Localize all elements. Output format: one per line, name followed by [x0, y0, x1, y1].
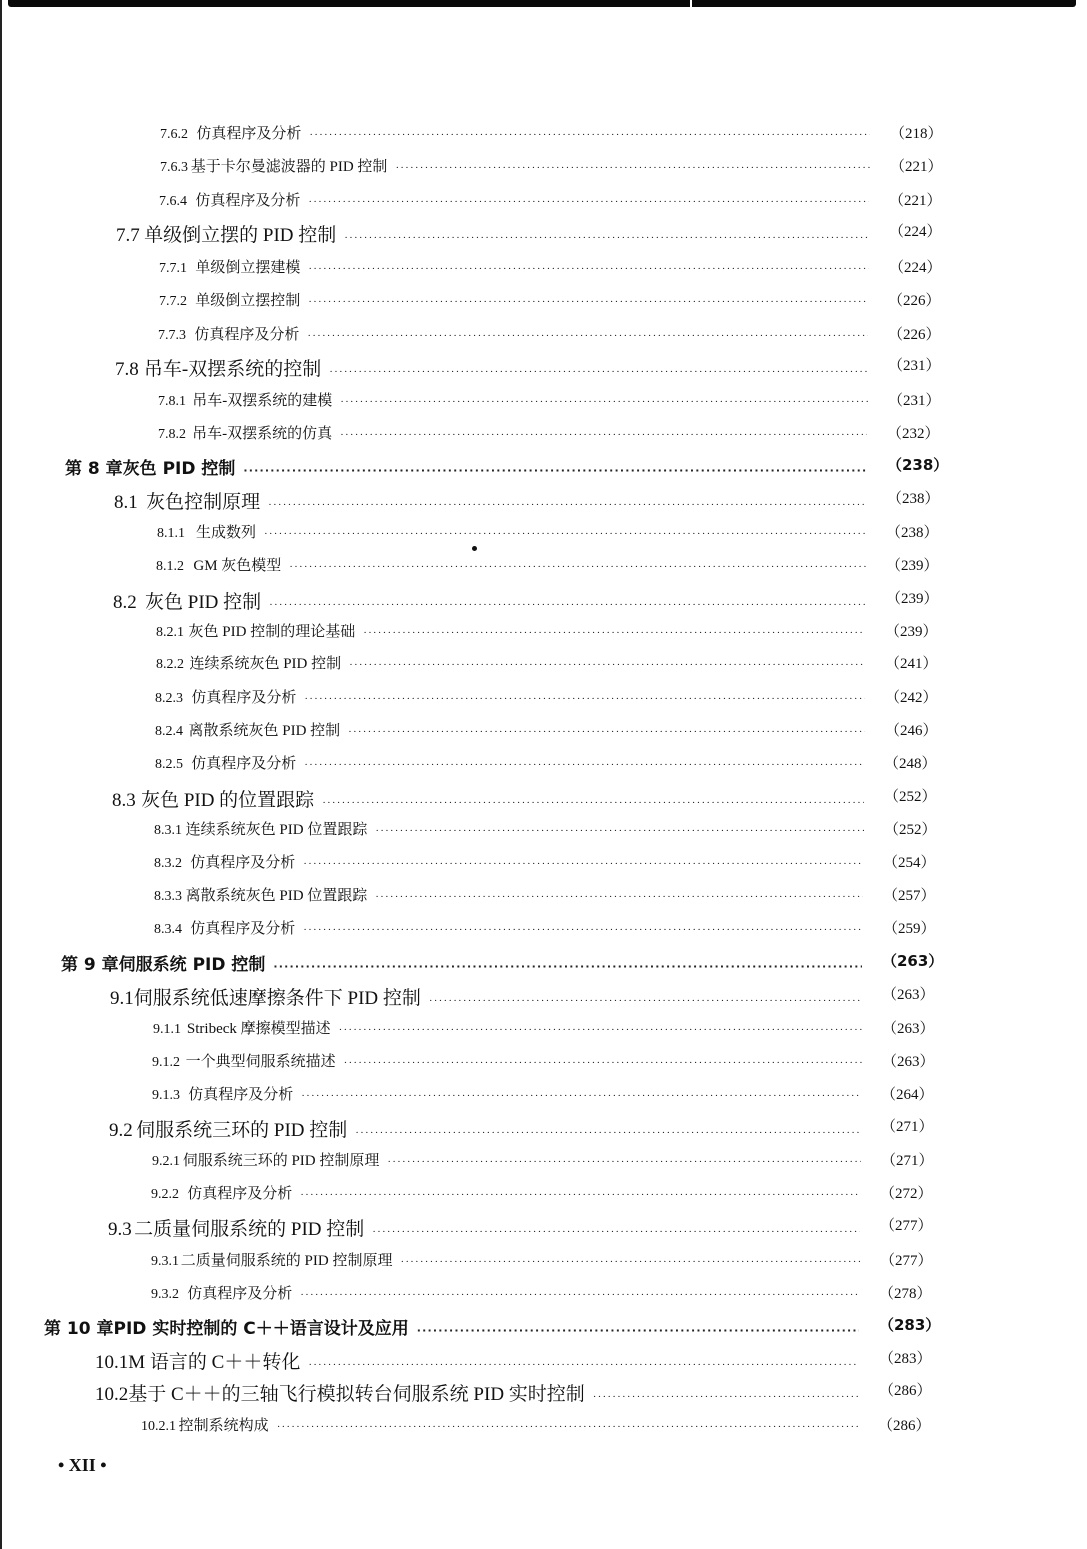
toc-entry-page: （271）	[881, 1153, 934, 1169]
dot-leader	[277, 1421, 858, 1433]
toc-entry-number: 9.1	[110, 988, 134, 1009]
toc-entry-title: 二质量伺服系统的 PID 控制	[134, 1219, 365, 1240]
toc-entry-number: 9.1.1	[153, 1022, 181, 1037]
dot-leader	[264, 528, 866, 540]
toc-entry-sub[interactable]	[159, 256, 942, 277]
toc-entry-number: 8.1	[114, 492, 138, 513]
toc-entry-title: 仿真程序及分析	[188, 1087, 294, 1103]
dot-leader	[308, 263, 869, 275]
dot-leader	[417, 1324, 859, 1337]
page-number: • XII •	[58, 1455, 107, 1475]
toc-entry-sub[interactable]	[151, 1249, 933, 1270]
toc-entry-title: 伺服系统低速摩擦条件下 PID 控制	[133, 988, 421, 1009]
toc-entry-page: （283）	[879, 1316, 941, 1334]
toc-entry-title: 单级倒立摆的 PID 控制	[144, 225, 337, 246]
dot-leader	[308, 1359, 859, 1371]
toc-entry-sub[interactable]	[158, 323, 941, 344]
toc-entry-number: 7.7	[116, 225, 140, 246]
toc-entry-page: （278）	[879, 1286, 932, 1302]
toc-entry-sub[interactable]	[152, 1083, 934, 1104]
dot-leader	[355, 1127, 861, 1139]
dot-leader	[300, 1189, 860, 1201]
toc-entry-title: 二质量伺服系统的 PID 控制原理	[180, 1253, 393, 1269]
dot-leader	[289, 561, 866, 573]
dot-leader	[340, 429, 867, 441]
toc-entry-title: 伺服系统三环的 PID 控制原理	[182, 1153, 380, 1169]
toc-entry-section[interactable]	[116, 220, 942, 247]
toc-entry-number: 8.2.3	[155, 691, 183, 706]
toc-entry-sub[interactable]	[154, 818, 937, 839]
toc-entry-page: （224）	[889, 260, 942, 276]
dot-leader	[349, 659, 865, 671]
toc-entry-page: （254）	[883, 855, 936, 871]
dot-leader	[300, 1289, 859, 1301]
toc-entry-page: （221）	[889, 193, 942, 209]
dot-leader	[303, 924, 863, 936]
dot-leader	[304, 693, 865, 705]
toc-entry-sub[interactable]	[152, 1149, 934, 1170]
scan-top-border-gap	[690, 0, 692, 8]
toc-entry-chapter[interactable]	[65, 454, 949, 479]
toc-entry-title: 离散系统灰色 PID 位置跟踪	[185, 888, 368, 904]
dot-leader	[348, 726, 865, 738]
toc-entry-page: （263）	[882, 952, 944, 970]
toc-entry-page: （286）	[879, 1383, 932, 1399]
toc-entry-page: （239）	[886, 558, 939, 574]
toc-entry-page: （283）	[879, 1351, 932, 1367]
dot-leader	[308, 296, 868, 308]
toc-entry-sub[interactable]	[156, 652, 938, 673]
toc-entry-page: （263）	[882, 1054, 935, 1070]
dot-leader	[301, 1090, 861, 1102]
toc-entry-title: 连续系统灰色 PID 位置跟踪	[185, 822, 368, 838]
toc-entry-chapter[interactable]	[44, 1314, 941, 1339]
toc-entry-title: 吊车-双摆系统的仿真	[192, 426, 333, 442]
toc-entry-number: 第 9 章	[61, 955, 119, 975]
toc-entry-sub[interactable]	[156, 620, 938, 641]
toc-entry-sub[interactable]	[154, 917, 936, 938]
toc-entry-title: 仿真程序及分析	[191, 756, 297, 772]
dot-leader	[344, 232, 869, 244]
toc-entry-number: 第 10 章	[44, 1319, 114, 1339]
toc-entry-sub[interactable]	[155, 686, 938, 707]
dot-leader	[400, 1256, 860, 1268]
toc-entry-title: 灰色 PID 控制	[122, 459, 236, 479]
toc-entry-page: （232）	[887, 426, 940, 442]
toc-entry-title: 仿真程序及分析	[190, 921, 296, 937]
toc-entry-page: （238）	[886, 525, 939, 541]
toc-entry-page: （239）	[885, 624, 938, 640]
toc-entry-title: 一个典型伺服系统描述	[185, 1054, 336, 1070]
toc-entry-number: 9.2.1	[152, 1154, 180, 1169]
toc-entry-page: （221）	[890, 159, 943, 175]
dot-leader	[363, 627, 865, 639]
toc-entry-title: 基于 C＋＋的三轴飞行模拟转台伺服系统 PID 实时控制	[128, 1384, 585, 1405]
toc-entry-number: 10.2.1	[141, 1419, 176, 1434]
dot-leader	[309, 129, 870, 141]
toc-entry-sub[interactable]	[153, 1017, 935, 1038]
toc-entry-title: 仿真程序及分析	[187, 1186, 293, 1202]
toc-entry-number: 8.3.1	[154, 823, 182, 838]
toc-entry-page: （263）	[882, 1021, 935, 1037]
toc-entry-number: 7.8.2	[158, 427, 186, 442]
dot-leader	[340, 396, 868, 408]
toc-entry-number: 7.7.1	[159, 261, 187, 276]
dot-leader	[344, 1057, 862, 1069]
toc-entry-sub[interactable]	[151, 1282, 932, 1303]
toc-entry-number: 8.2.2	[156, 657, 184, 672]
toc-entry-title: M 语言的 C＋＋转化	[128, 1352, 301, 1373]
toc-entry-number: 8.2.1	[156, 625, 184, 640]
toc-entry-number: 9.2	[109, 1120, 133, 1141]
dot-leader	[243, 464, 867, 477]
scan-artifact-dot	[472, 546, 477, 551]
toc-entry-number: 9.3	[108, 1219, 132, 1240]
toc-entry-page: （286）	[878, 1418, 931, 1434]
toc-entry-title: 仿真程序及分析	[195, 193, 301, 209]
toc-entry-title: 灰色控制原理	[146, 492, 261, 513]
dot-leader	[308, 196, 869, 208]
toc-entry-section[interactable]	[95, 1379, 932, 1406]
toc-entry-number: 9.1.2	[152, 1055, 180, 1070]
dot-leader	[395, 162, 870, 174]
toc-entry-page: （252）	[884, 789, 937, 805]
toc-entry-sub[interactable]	[154, 884, 936, 905]
toc-entry-page: （238）	[887, 491, 940, 507]
toc-entry-title: 吊车-双摆系统的控制	[143, 359, 322, 380]
dot-leader	[339, 1024, 862, 1036]
toc-entry-title: 灰色 PID 控制的理论基础	[188, 624, 356, 640]
toc-entry-sub[interactable]	[151, 1182, 933, 1203]
dot-leader	[429, 995, 862, 1007]
toc-entry-title: 仿真程序及分析	[196, 126, 302, 142]
toc-entry-section[interactable]	[112, 785, 937, 812]
toc-entry-section[interactable]	[115, 354, 941, 381]
toc-entry-page: （277）	[880, 1218, 933, 1234]
toc-entry-number: 8.3.2	[154, 856, 182, 871]
dot-leader	[387, 1156, 861, 1168]
toc-entry-sub[interactable]	[159, 189, 942, 210]
toc-entry-page: （218）	[890, 126, 943, 142]
toc-entry-title: 单级倒立摆建模	[195, 260, 301, 276]
dot-leader	[375, 891, 863, 903]
toc-entry-number: 8.1.1	[157, 526, 185, 541]
toc-entry-number: 8.3.3	[154, 889, 182, 904]
toc-entry-title: 灰色 PID 的位置跟踪	[141, 790, 315, 811]
toc-entry-sub[interactable]	[160, 155, 943, 176]
toc-entry-number: 8.3	[112, 790, 136, 811]
toc-entry-sub[interactable]	[155, 752, 937, 773]
toc-entry-section[interactable]	[110, 983, 935, 1010]
toc-entry-sub[interactable]	[159, 289, 941, 310]
toc-entry-page: （263）	[882, 987, 935, 1003]
toc-entry-number: 9.2.2	[151, 1187, 179, 1202]
toc-entry-page: （224）	[889, 224, 942, 240]
toc-entry-section[interactable]	[114, 487, 940, 514]
toc-entry-page: （226）	[888, 327, 941, 343]
toc-entry-sub[interactable]	[158, 422, 940, 443]
dot-leader	[375, 825, 864, 837]
toc-entry-title: 灰色 PID 控制	[145, 592, 262, 613]
toc-entry-chapter[interactable]	[61, 950, 944, 975]
toc-entry-number: 8.2	[113, 592, 137, 613]
toc-entry-title: PID 实时控制的 C＋＋语言设计及应用	[113, 1319, 409, 1339]
toc-entry-page: （242）	[885, 690, 938, 706]
toc-entry-page: （272）	[880, 1186, 933, 1202]
toc-entry-page: （231）	[888, 393, 941, 409]
toc-entry-page: （241）	[885, 656, 938, 672]
toc-entry-number: 8.2.4	[155, 724, 183, 739]
toc-entry-page: （264）	[881, 1087, 934, 1103]
dot-leader	[304, 759, 864, 771]
dot-leader	[273, 960, 862, 973]
toc-entry-title: 生成数列	[196, 525, 257, 541]
toc-entry-number: 9.3.1	[151, 1254, 179, 1269]
toc-entry-number: 10.1	[95, 1352, 129, 1373]
toc-entry-number: 7.7.3	[158, 328, 186, 343]
toc-entry-sub[interactable]	[154, 851, 936, 872]
toc-entry-title: 伺服系统 PID 控制	[118, 955, 266, 975]
toc-entry-sub[interactable]	[157, 521, 939, 542]
toc-entry-number: 7.8.1	[158, 394, 186, 409]
toc-entry-page: （252）	[884, 822, 937, 838]
toc-entry-section[interactable]	[95, 1347, 932, 1374]
toc-entry-number: 8.1.2	[156, 559, 184, 574]
toc-entry-number: 8.2.5	[155, 757, 183, 772]
toc-entry-number: 7.8	[115, 359, 139, 380]
toc-entry-page: （271）	[881, 1119, 934, 1135]
toc-entry-title: 基于卡尔曼滤波器的 PID 控制	[190, 159, 388, 175]
toc-entry-sub[interactable]	[158, 389, 941, 410]
toc-entry-page: （231）	[888, 358, 941, 374]
toc-entry-page: （238）	[887, 456, 949, 474]
dot-leader	[329, 366, 868, 378]
toc-entry-sub[interactable]	[141, 1414, 931, 1435]
dot-leader	[372, 1226, 860, 1238]
toc-entry-number: 8.3.4	[154, 922, 182, 937]
toc-entry-page: （277）	[880, 1253, 933, 1269]
toc-entry-title: 离散系统灰色 PID 控制	[188, 723, 341, 739]
page-left-edge	[0, 0, 2, 1549]
toc-entry-number: 第 8 章	[65, 459, 123, 479]
toc-entry-page: （246）	[885, 723, 938, 739]
toc-entry-title: 伺服系统三环的 PID 控制	[136, 1120, 348, 1141]
toc-entry-sub[interactable]	[156, 554, 939, 575]
toc-entry-title: 单级倒立摆控制	[195, 293, 301, 309]
toc-entry-title: 仿真程序及分析	[187, 1286, 293, 1302]
dot-leader	[307, 330, 868, 342]
toc-entry-title: Stribeck 摩擦模型描述	[186, 1021, 331, 1037]
dot-leader	[269, 599, 866, 611]
dot-leader	[593, 1391, 859, 1403]
toc-entry-section[interactable]	[109, 1115, 934, 1142]
scan-top-border	[8, 0, 1076, 7]
toc-entry-page: （226）	[888, 293, 941, 309]
toc-entry-number: 9.3.2	[151, 1287, 179, 1302]
toc-entry-page: （248）	[884, 756, 937, 772]
toc-entry-title: 吊车-双摆系统的建模	[192, 393, 333, 409]
toc-entry-title: 仿真程序及分析	[190, 855, 296, 871]
toc-entry-sub[interactable]	[152, 1050, 935, 1071]
toc-entry-title: 控制系统构成	[178, 1418, 269, 1434]
toc-entry-number: 10.2	[95, 1384, 129, 1405]
toc-entry-sub[interactable]	[160, 122, 943, 143]
toc-entry-sub[interactable]	[155, 719, 938, 740]
dot-leader	[268, 499, 867, 511]
toc-entry-title: 连续系统灰色 PID 控制	[189, 656, 342, 672]
toc-entry-page: （259）	[883, 921, 936, 937]
toc-entry-number: 9.1.3	[152, 1088, 180, 1103]
toc-entry-page: （239）	[886, 591, 939, 607]
toc-entry-page: （257）	[883, 888, 936, 904]
toc-entry-section[interactable]	[113, 587, 939, 614]
toc-entry-title: 仿真程序及分析	[191, 690, 297, 706]
toc-entry-section[interactable]	[108, 1214, 933, 1241]
toc-entry-number: 7.6.4	[159, 194, 187, 209]
toc-entry-title: 仿真程序及分析	[194, 327, 300, 343]
toc-entry-number: 7.7.2	[159, 294, 187, 309]
toc-entry-number: 7.6.2	[160, 127, 188, 142]
toc-entry-number: 7.6.3	[160, 160, 188, 175]
toc-entry-title: GM 灰色模型	[193, 558, 282, 574]
dot-leader	[303, 858, 863, 870]
dot-leader	[322, 797, 864, 809]
